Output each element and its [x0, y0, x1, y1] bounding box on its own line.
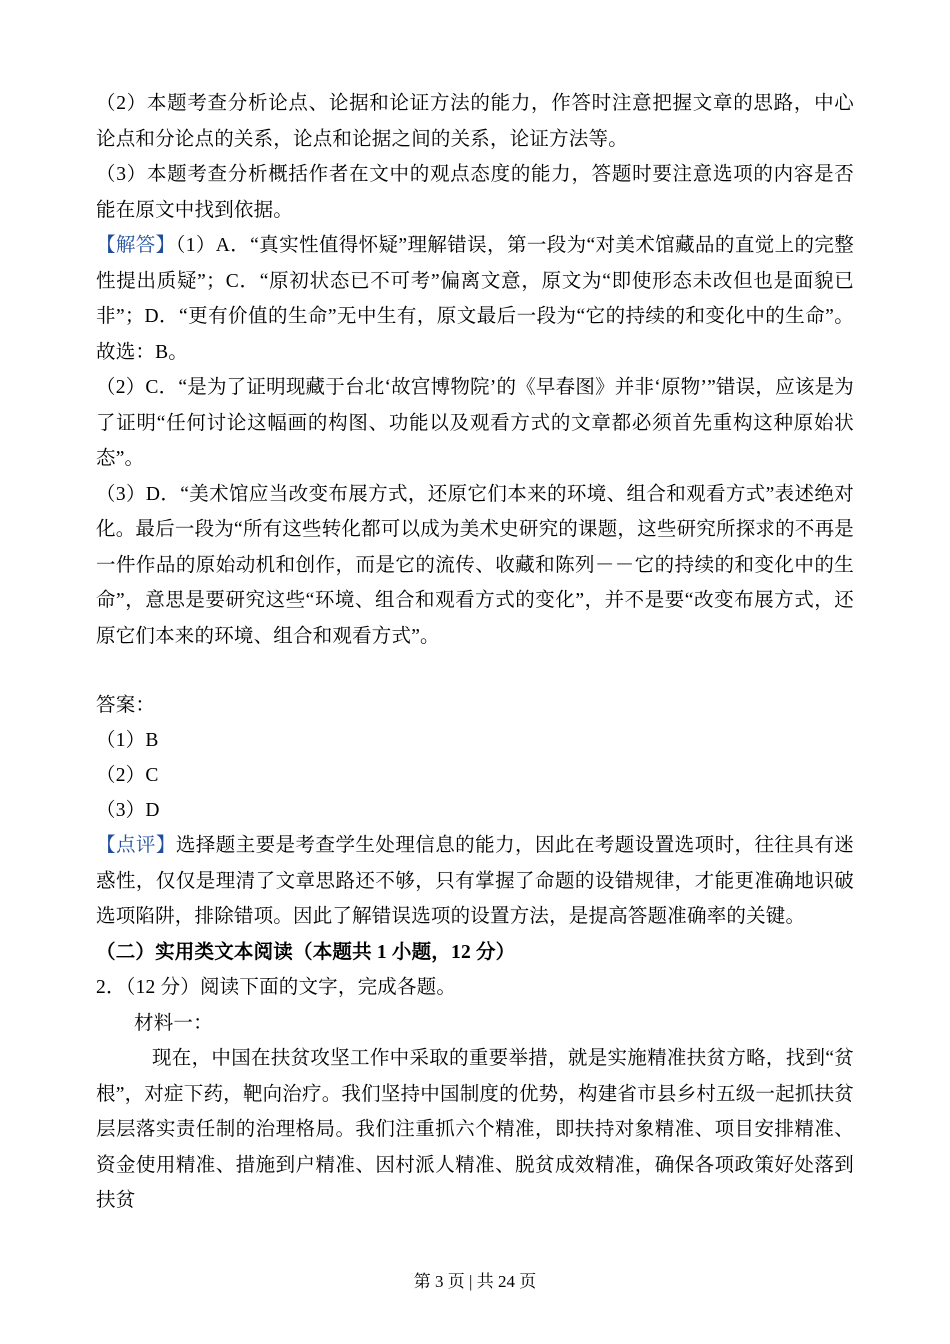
analysis-paragraph-3: （3）本题考查分析概括作者在文中的观点态度的能力，答题时要注意选项的内容是否能在原文中找到依据。 — [96, 164, 854, 221]
question-number: 2． — [96, 977, 126, 998]
section-heading: （二）实用类文本阅读（本题共 1 小题，12 分） — [96, 941, 516, 963]
comment-text: 选择题主要是考查学生处理信息的能力，因此在考题设置选项时，往往具有迷惑性，仅仅是理清了文章思路还不够，只有掌握了命题的设错规律，才能更准确地识破选项陷阱，排除错项。因此了解错误选项的设置方法，是提高答题准确率的关键。 — [96, 835, 854, 927]
solution-block — [96, 228, 854, 370]
material-text: 现在，中国在扶贫攻坚工作中采取的重要举措，就是实施精准扶贫方略，找到“贫根”，对症下药，靶向治疗。我们坚持中国制度的优势，构建省市县乡村五级一起抓扶贫层层落实责任制的治理格局。我们注重抓六个精准，即扶持对象精准、项目安排精准、资金使用精准、措施到户精准、因村派人精准、脱贫成效精准，确保各项政策好处落到扶贫 — [96, 1048, 854, 1211]
solution-item-3-paragraph: （3）D．“美术馆应当改变布展方式，还原它们本来的环境、组合和观看方式”表述绝对化。最后一段为“所有这些转化都可以成为美术史研究的课题，这些研究所探求的不再是一件作品的原始动机和创作，而是它的流传、收藏和陈列－－它的持续的和变化中的生命”，意思是要研究这些“环境、组合和观看方式的变化”，并不是要“改变布展方式，还原它们本来的环境、组合和观看方式”。 — [96, 483, 854, 647]
question-prompt: （12 分）阅读下面的文字，完成各题。 — [125, 977, 457, 998]
analysis-paragraph-2: （2）本题考查分析论点、论据和论证方法的能力，作答时注意把握文章的思路，中心论点和分论点的关系，论点和论据之间的关系，论证方法等。 — [96, 93, 854, 150]
question-2 — [96, 970, 854, 1006]
answer-line-1: （1）B — [96, 730, 159, 751]
paragraph-spacer — [96, 654, 854, 688]
solution-item-2-paragraph: （2）C．“是为了证明现藏于台北‘故宫博物院’的《早春图》并非‘原物’”错误，应该是为了证明“任何讨论这幅画的构图、功能以及观看方式的文章都必须首先重构这种原始状态”。 — [96, 377, 854, 469]
material-label: 材料一： — [134, 1012, 213, 1034]
solution-item-1: （1）A．“真实性值得怀疑”理解错误，第一段为“对美术馆藏品的直觉上的完整性提出质疑”；C．“原初状态已不可考”偏离文意，原文为“即使形态未改但也是面貌已非”；D．“更有价值的生命”无中生有，原文最后一段为“它的持续的和变化中的生命”。故选：B。 — [96, 235, 854, 363]
answer-line-3: （3）D — [96, 800, 160, 821]
answer-line-2: （2）C — [96, 765, 159, 786]
comment-label: 【点评】 — [96, 835, 176, 856]
answer-heading: 答案： — [96, 695, 156, 716]
page-footer: 第 3 页 | 共 24 页 — [413, 1272, 537, 1291]
comment-block — [96, 828, 854, 935]
answer-section — [96, 688, 854, 828]
solution-label: 【解答】 — [96, 235, 176, 256]
